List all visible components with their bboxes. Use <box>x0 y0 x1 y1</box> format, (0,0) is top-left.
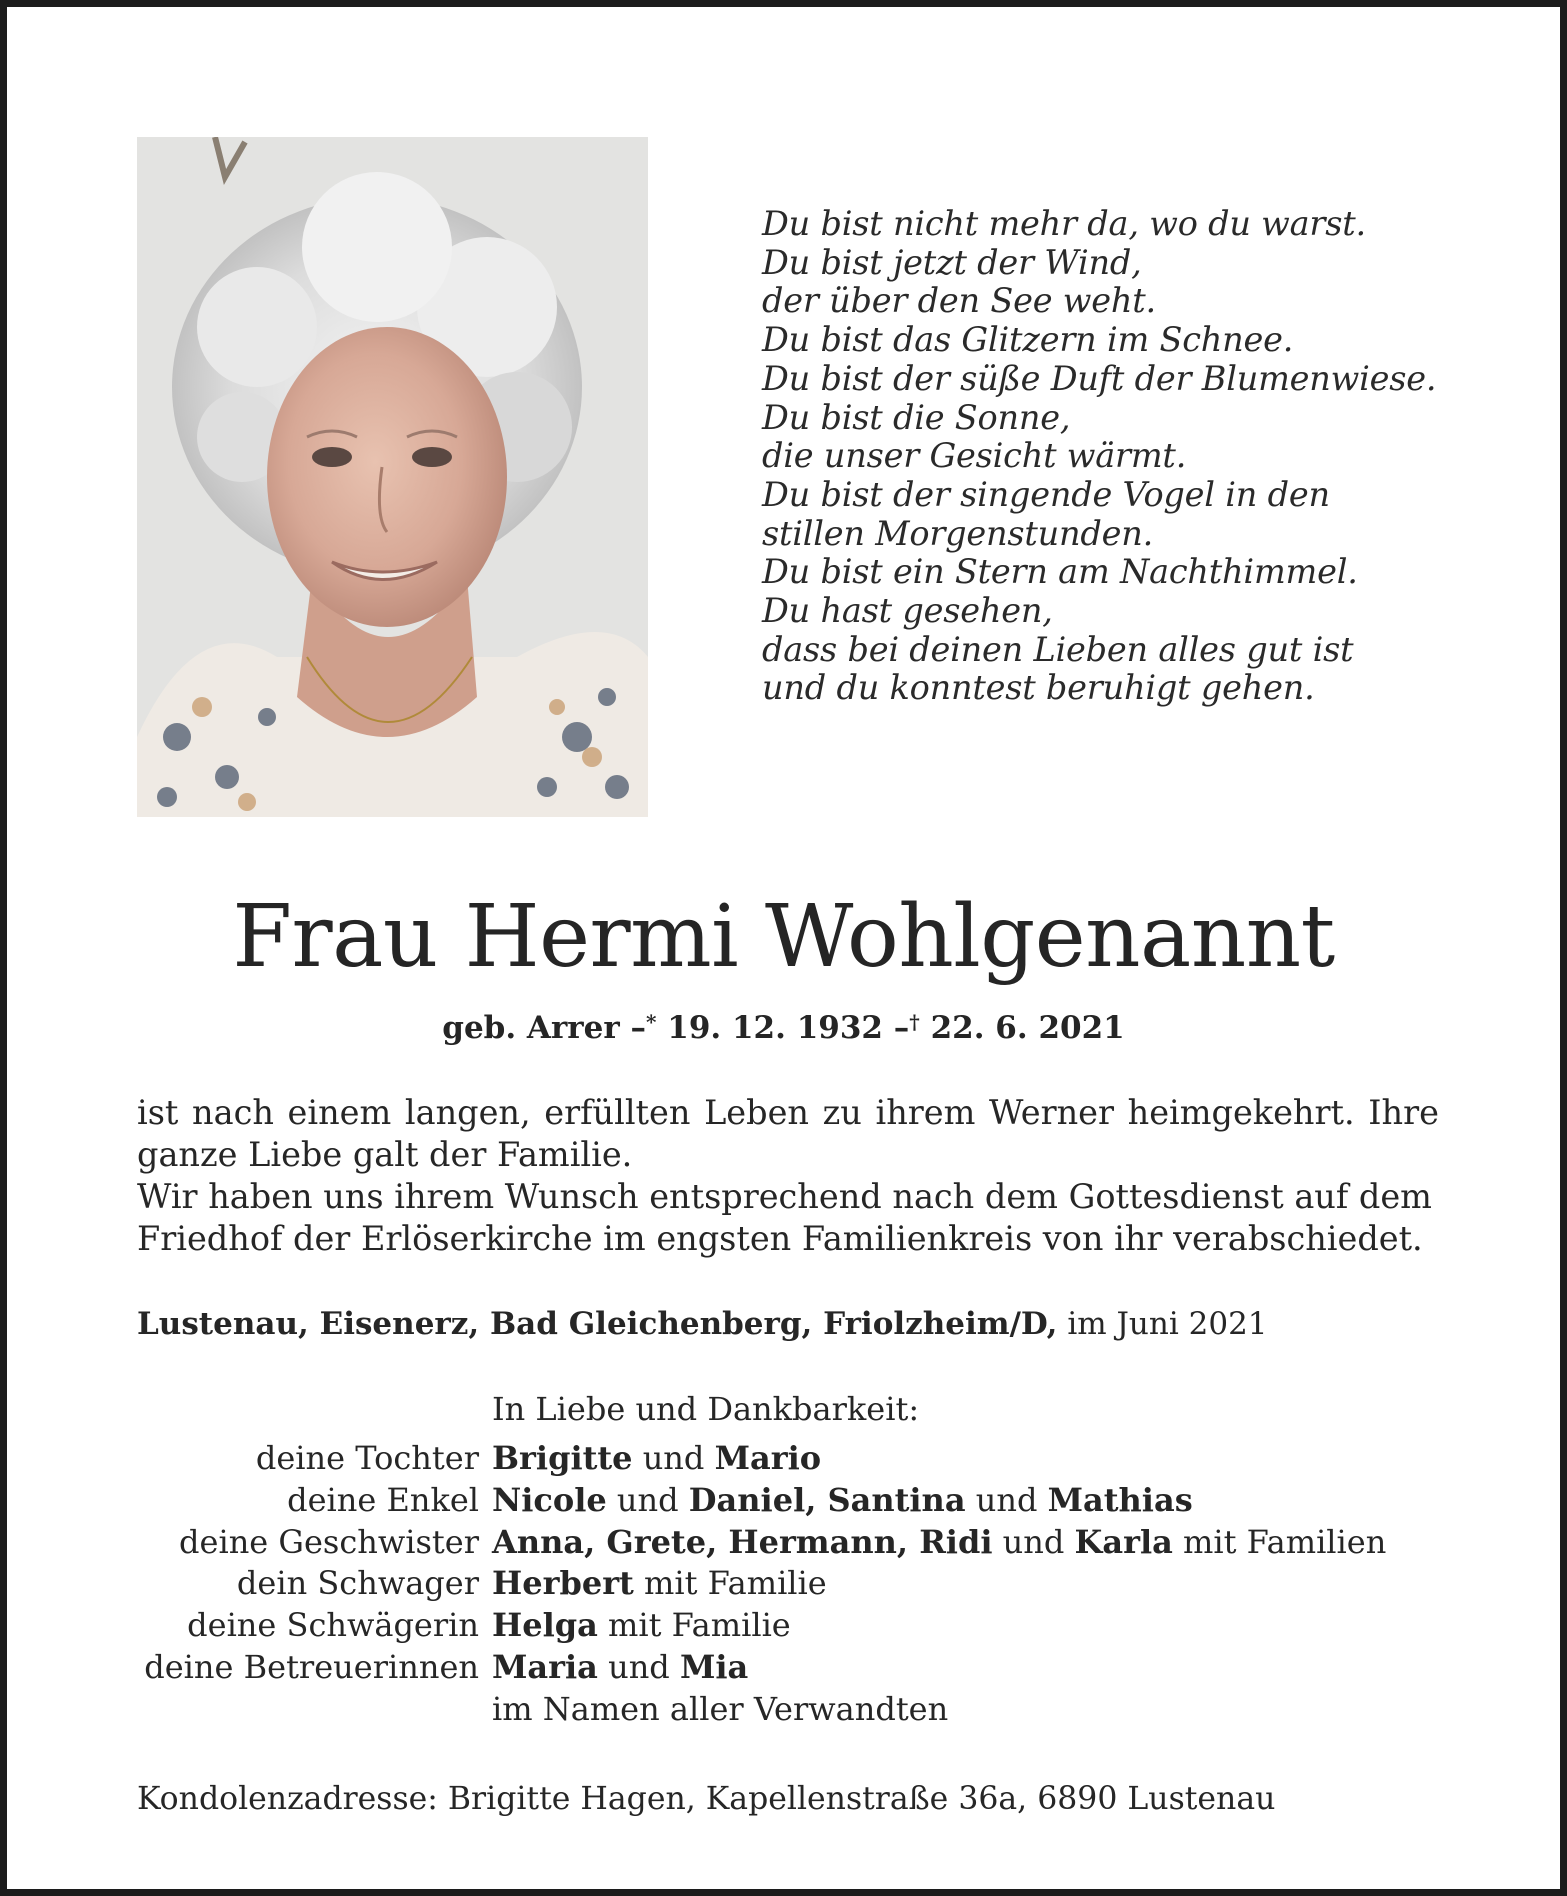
death-date: 22. 6. 2021 <box>930 1010 1125 1046</box>
death-symbol: † <box>909 1010 920 1034</box>
mourners-list <box>107 1438 1507 1731</box>
portrait-photo <box>137 137 648 817</box>
mourner-row-tochter <box>107 1438 1507 1480</box>
announcement-line: Wir haben uns ihrem Wunsch entsprechend nach dem Gottesdienst auf dem <box>137 1177 1432 1216</box>
place-date-line <box>137 1303 1268 1345</box>
born-name: geb. Arrer <box>442 1010 620 1046</box>
relation-label: deine Tochter <box>255 1439 479 1477</box>
relation-label: deine Betreuerinnen <box>144 1647 479 1686</box>
birth-date: 19. 12. 1932 <box>667 1010 883 1046</box>
mourner-names: Herbert mit Familie <box>492 1564 827 1603</box>
mourner-names: Maria und Mia <box>492 1647 749 1686</box>
relation-label: deine Enkel <box>287 1480 479 1519</box>
mourner-names: Helga mit Familie <box>492 1606 791 1645</box>
birth-symbol: * <box>646 1010 657 1034</box>
announcement-line: ganze Liebe galt der Familie. <box>137 1135 633 1174</box>
dash: – <box>893 1010 910 1046</box>
poem <box>762 205 1482 708</box>
poem-line: Du bist ein Stern am Nachthimmel. <box>762 552 1358 592</box>
announcement-line: ist nach einem langen, erfüllten Leben zu ihrem Werner heimgekehrt. Ihre <box>137 1093 1439 1132</box>
mourner-row-schwager <box>107 1563 1507 1605</box>
condolence-address: Kondolenzadresse: Brigitte Hagen, Kapellenstraße 36a, 6890 Lustenau <box>137 1781 1276 1817</box>
mourner-row-betreuerinnen <box>107 1647 1507 1689</box>
poem-line: Du bist nicht mehr da, wo du warst. <box>762 204 1366 243</box>
mourner-names: Anna, Grete, Hermann, Ridi und Karla mit Familien <box>492 1522 1387 1561</box>
places: Lustenau, Eisenerz, Bad Gleichenberg, Friolzheim/D, <box>137 1306 1058 1342</box>
poem-line: Du bist jetzt der Wind, <box>762 242 1142 282</box>
verwandte-line: im Namen aller Verwandten <box>492 1689 949 1728</box>
poem-line: Du bist der singende Vogel in den <box>762 474 1330 514</box>
poem-line: stillen Morgenstunden. <box>762 513 1154 553</box>
poem-line: der über den See weht. <box>762 281 1156 321</box>
mourner-row-enkel <box>107 1480 1507 1522</box>
poem-line: Du bist der süße Duft der Blumenwiese. <box>762 358 1437 398</box>
mourner-names: Nicole und Daniel, Santina und Mathias <box>492 1480 1193 1519</box>
relation-label: dein Schwager <box>236 1564 479 1603</box>
mourner-row-verwandte <box>107 1689 1507 1731</box>
portrait-image <box>137 137 648 817</box>
life-dates <box>7 1010 1560 1046</box>
announcement-text <box>137 1092 1447 1260</box>
poem-line: und du konntest beruhigt gehen. <box>762 668 1315 708</box>
relation-label-empty <box>107 1689 492 1731</box>
mourner-row-geschwister <box>107 1522 1507 1564</box>
relation-label: deine Schwägerin <box>187 1606 479 1645</box>
poem-line: Du hast gesehen, <box>762 591 1053 631</box>
date: im Juni 2021 <box>1067 1306 1268 1342</box>
poem-line: die unser Gesicht wärmt. <box>762 436 1187 476</box>
relation-label: deine Geschwister <box>179 1522 479 1561</box>
dankbarkeit-line: In Liebe und Dankbarkeit: <box>492 1390 920 1428</box>
announcement-line: Friedhof der Erlöserkirche im engsten Familienkreis von ihr verabschiedet. <box>137 1219 1423 1258</box>
poem-line: Du bist das Glitzern im Schnee. <box>762 320 1294 360</box>
deceased-name: Frau Hermi Wohlgenannt <box>232 887 1335 987</box>
poem-line: Du bist die Sonne, <box>762 397 1071 437</box>
poem-line: dass bei deinen Lieben alles gut ist <box>762 629 1354 669</box>
dash: – <box>630 1010 646 1046</box>
mourner-names: Brigitte und Mario <box>492 1439 822 1477</box>
mourner-row-schwaegerin <box>107 1605 1507 1647</box>
